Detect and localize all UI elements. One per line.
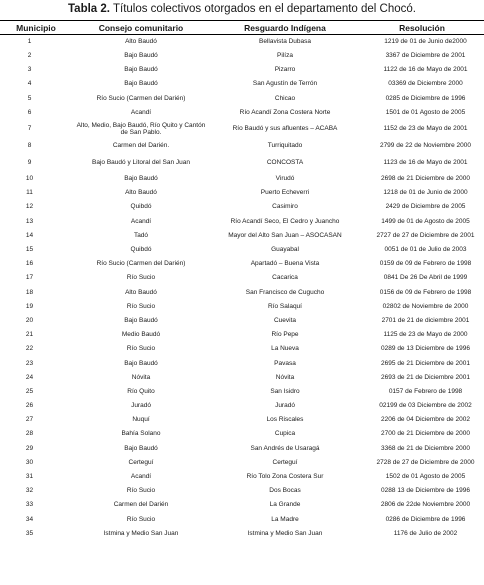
table-row <box>0 139 484 153</box>
cell-consejo-comunitario: Bajo Baudó <box>124 51 158 59</box>
cell-resolucion: 0288 13 de Diciembre de 1996 <box>381 487 470 495</box>
cell-resolucion: 1219 de 01 de Junio de2000 <box>384 38 467 46</box>
cell-resolucion: 02802 de Noviembre de 2000 <box>382 302 469 310</box>
cell-municipio: 7 <box>27 125 32 133</box>
cell-consejo-comunitario: Alto Baudó <box>125 189 157 197</box>
table-row <box>0 484 484 498</box>
cell-resguardo-indigena: Cuevita <box>273 316 297 324</box>
cell-consejo-comunitario: Quibdó <box>130 246 152 254</box>
header-resguardo-indigena: Resguardo Indígena <box>210 21 360 35</box>
cell-resolucion: 0156 de 09 de Febrero de 1998 <box>379 288 472 296</box>
cell-resguardo-indigena: Río Pepe <box>271 331 299 339</box>
cell-municipio: 30 <box>25 458 34 466</box>
table-row <box>0 441 484 455</box>
table-row <box>0 300 484 314</box>
table-row <box>0 512 484 526</box>
cell-resguardo-indigena: CONCOSTA <box>266 158 304 166</box>
cell-resolucion: 0285 de Diciembre de 1996 <box>385 94 466 102</box>
table-row <box>0 370 484 384</box>
cell-resguardo-indigena: Turriquitado <box>267 141 303 149</box>
cell-resolucion: 2701 de 21 de diciembre 2001 <box>381 316 470 324</box>
cell-resolucion: 1501 de 01 Agosto de 2005 <box>385 108 466 116</box>
cell-municipio: 28 <box>25 430 34 438</box>
cell-municipio: 2 <box>27 51 32 59</box>
table-row <box>0 470 484 484</box>
cell-resolucion: 0841 De 26 De Abril de 1999 <box>383 274 468 282</box>
cell-municipio: 3 <box>27 66 32 74</box>
cell-consejo-comunitario: Río Sucio <box>126 274 156 282</box>
table-label: Tabla 2. <box>68 3 110 15</box>
cell-resguardo-indigena: Río Acandí Seco, El Cedro y Juancho <box>230 217 340 225</box>
cell-consejo-comunitario: Río Sucio <box>126 487 156 495</box>
cell-consejo-comunitario: Acandí <box>130 473 152 481</box>
table-row <box>0 285 484 299</box>
table-row <box>0 243 484 257</box>
cell-resguardo-indigena: Río Baudó y sus afluentes – ACABA <box>232 125 338 133</box>
table-row <box>0 498 484 512</box>
cell-municipio: 15 <box>25 246 34 254</box>
cell-municipio: 14 <box>25 231 34 239</box>
table-header <box>0 21 484 35</box>
table-row <box>0 399 484 413</box>
table-row <box>0 91 484 105</box>
cell-municipio: 24 <box>25 373 34 381</box>
cell-resguardo-indigena: Guayabal <box>271 246 299 254</box>
cell-consejo-comunitario: Carmen del Darién <box>113 501 169 509</box>
cell-municipio: 25 <box>25 387 34 395</box>
cell-consejo-comunitario: Alto Baudó <box>125 288 157 296</box>
cell-resolucion: 1499 de 01 de Agosto de 2005 <box>381 217 470 225</box>
cell-municipio: 23 <box>25 359 34 367</box>
cell-consejo-comunitario: Alto, Medio, Bajo Baudó, Río Quito y Cantón de San Pablo. <box>76 121 206 137</box>
cell-municipio: 33 <box>25 501 34 509</box>
table-row <box>0 35 484 49</box>
cell-consejo-comunitario: Río Quito <box>127 387 155 395</box>
cell-consejo-comunitario: Quibdó <box>130 203 152 211</box>
cell-resolucion: 0289 de 13 Diciembre de 1996 <box>381 345 470 353</box>
table-row <box>0 172 484 186</box>
cell-consejo-comunitario: Istmina y Medio San Juan <box>103 529 179 537</box>
cell-resolucion: 2695 de 21 Diciembre de 2001 <box>381 359 470 367</box>
cell-consejo-comunitario: Certeguí <box>128 458 154 466</box>
table-row <box>0 120 484 139</box>
cell-municipio: 34 <box>25 515 34 523</box>
cell-consejo-comunitario: Bahía Solano <box>121 430 161 438</box>
cell-resolucion: 2206 de 04 Diciembre de 2002 <box>381 416 470 424</box>
cell-consejo-comunitario: Bajo Baudó <box>124 66 158 74</box>
table-row <box>0 63 484 77</box>
cell-consejo-comunitario: Acandí <box>130 217 152 225</box>
cell-resguardo-indigena: Certeguí <box>272 458 298 466</box>
cell-consejo-comunitario: Río Sucio (Carmen del Darién) <box>96 260 186 268</box>
cell-resguardo-indigena: San Agustín de Terrón <box>252 80 318 88</box>
cell-resguardo-indigena: Río Acandí Zona Costera Norte <box>239 108 331 116</box>
cell-resguardo-indigena: Pizarro <box>274 66 296 74</box>
cell-resguardo-indigena: Mayor del Alto San Juan – ASOCASAN <box>228 231 342 239</box>
cell-municipio: 21 <box>25 331 34 339</box>
cell-resolucion: 0159 de 09 de Febrero de 1998 <box>379 260 472 268</box>
cell-consejo-comunitario: Bajo Baudó <box>124 80 158 88</box>
cell-consejo-comunitario: Nóvita <box>131 373 151 381</box>
cell-resolucion: 2799 de 22 de Noviembre 2000 <box>379 141 472 149</box>
table-row <box>0 356 484 370</box>
cell-municipio: 26 <box>25 402 34 410</box>
cell-resolucion: 1502 de 01 Agosto de 2005 <box>385 473 466 481</box>
cell-resolucion: 03369 de Diciembre 2000 <box>388 80 463 88</box>
cell-resolucion: 1125 de 23 de Mayo de 2000 <box>383 331 468 339</box>
cell-resguardo-indigena: San Isidro <box>270 387 300 395</box>
cell-municipio: 12 <box>25 203 34 211</box>
cell-resguardo-indigena: La Madre <box>271 515 299 523</box>
cell-municipio: 4 <box>27 80 32 88</box>
table-row <box>0 229 484 243</box>
cell-municipio: 16 <box>25 260 34 268</box>
cell-resolucion: 2806 de 22de Noviembre 2000 <box>380 501 471 509</box>
cell-resolucion: 1122 de 16 de Mayo de 2001 <box>383 66 468 74</box>
cell-municipio: 22 <box>25 345 34 353</box>
table-row <box>0 527 484 541</box>
cell-resolucion: 0286 de Diciembre de 1996 <box>385 515 466 523</box>
cell-consejo-comunitario: Bajo Baudó <box>124 175 158 183</box>
cell-resolucion: 2693 de 21 de Diciembre 2001 <box>381 373 470 381</box>
cell-consejo-comunitario: Bajo Baudó y Litoral del San Juan <box>92 158 190 166</box>
cell-municipio: 32 <box>25 487 34 495</box>
cell-resguardo-indigena: Río Salaquí <box>268 302 302 310</box>
cell-municipio: 5 <box>27 94 32 102</box>
cell-resolucion: 0157 de Febrero de 1998 <box>388 387 463 395</box>
cell-resolucion: 1218 de 01 de Junio de 2000 <box>383 189 468 197</box>
cell-municipio: 35 <box>25 529 34 537</box>
cell-resguardo-indigena: Pavasa <box>274 359 296 367</box>
table-row <box>0 153 484 172</box>
table-row <box>0 314 484 328</box>
cell-consejo-comunitario: Bajo Baudó <box>124 444 158 452</box>
cell-consejo-comunitario: Río Sucio <box>126 345 156 353</box>
cell-resguardo-indigena: La Nueva <box>271 345 299 353</box>
cell-consejo-comunitario: Tadó <box>133 231 149 239</box>
table-row <box>0 342 484 356</box>
cell-resolucion: 2728 de 27 de Diciembre de 2000 <box>376 458 475 466</box>
cell-resolucion: 1152 de 23 de Mayo de 2001 <box>383 125 468 133</box>
cell-resguardo-indigena: Istmina y Medio San Juan <box>247 529 323 537</box>
cell-municipio: 10 <box>25 175 34 183</box>
header-municipio: Municipio <box>0 21 72 35</box>
cell-municipio: 18 <box>25 288 34 296</box>
cell-resguardo-indigena: Pilíza <box>277 51 293 59</box>
table-caption <box>0 0 484 20</box>
cell-resguardo-indigena: Virudó <box>275 175 295 183</box>
cell-resguardo-indigena: Casimiro <box>272 203 298 211</box>
table-row <box>0 385 484 399</box>
table-body <box>0 35 484 541</box>
table-row <box>0 456 484 470</box>
header-consejo-comunitario: Consejo comunitario <box>72 21 210 35</box>
cell-municipio: 17 <box>25 274 34 282</box>
table-row <box>0 257 484 271</box>
cell-resolucion: 0051 de 01 de Julio de 2003 <box>384 246 467 254</box>
cell-consejo-comunitario: Acandí <box>130 108 152 116</box>
cell-resguardo-indigena: Nóvita <box>275 373 295 381</box>
cell-resguardo-indigena: Río Tolo Zona Costera Sur <box>246 473 324 481</box>
table-row <box>0 105 484 119</box>
cell-resolucion: 1176 de Julio de 2002 <box>393 529 458 537</box>
cell-resguardo-indigena: La Grande <box>269 501 301 509</box>
cell-municipio: 29 <box>25 444 34 452</box>
table-title: Títulos colectivos otorgados en el departamento del Chocó. <box>112 3 416 15</box>
cell-resolucion: 02199 de 03 Diciembre de 2002 <box>379 402 472 410</box>
table-row <box>0 77 484 91</box>
cell-resolucion: 2700 de 21 Diciembre de 2000 <box>381 430 470 438</box>
cell-resolucion: 2429 de Diciembre de 2005 <box>385 203 466 211</box>
cell-resguardo-indigena: San Francisco de Cugucho <box>245 288 325 296</box>
cell-consejo-comunitario: Río Sucio <box>126 302 156 310</box>
cell-resolucion: 3367 de Diciembre de 2001 <box>385 51 466 59</box>
cell-resguardo-indigena: San Andrés de Usaragá <box>250 444 320 452</box>
cell-resolucion: 2727 de 27 de Diciembre de 2001 <box>376 231 475 239</box>
cell-municipio: 1 <box>27 38 32 46</box>
cell-municipio: 19 <box>25 302 34 310</box>
cell-consejo-comunitario: Carmen del Darién. <box>112 141 170 149</box>
table-row <box>0 427 484 441</box>
cell-consejo-comunitario: Medio Baudó <box>121 331 161 339</box>
cell-resguardo-indigena: Bellavista Dubasa <box>258 38 312 46</box>
table-row <box>0 200 484 214</box>
cell-consejo-comunitario: Río Sucio <box>126 515 156 523</box>
cell-municipio: 8 <box>27 141 32 149</box>
cell-municipio: 20 <box>25 316 34 324</box>
cell-resolucion: 3368 de 21 de Diciembre 2000 <box>381 444 470 452</box>
table-row <box>0 49 484 63</box>
cell-resguardo-indigena: Puerto Echeverri <box>260 189 310 197</box>
cell-resguardo-indigena: Cacarica <box>272 274 298 282</box>
cell-resguardo-indigena: Los Riscales <box>266 416 304 424</box>
table-row <box>0 328 484 342</box>
cell-resguardo-indigena: Apartadó – Buena Vista <box>250 260 320 268</box>
cell-resolucion: 1123 de 16 de Mayo de 2001 <box>383 158 468 166</box>
table-row <box>0 413 484 427</box>
cell-resguardo-indigena: Dos Bocas <box>269 487 301 495</box>
cell-consejo-comunitario: Alto Baudó <box>125 38 157 46</box>
cell-municipio: 27 <box>25 416 34 424</box>
cell-consejo-comunitario: Río Sucio (Carmen del Darién) <box>96 94 186 102</box>
titles-table <box>0 20 484 541</box>
cell-consejo-comunitario: Bajo Baudó <box>124 359 158 367</box>
cell-consejo-comunitario: Juradó <box>131 402 151 410</box>
cell-resguardo-indigena: Juradó <box>275 402 295 410</box>
cell-resguardo-indigena: Chicao <box>274 94 296 102</box>
cell-municipio: 9 <box>27 158 32 166</box>
table-row <box>0 271 484 285</box>
cell-municipio: 13 <box>25 217 34 225</box>
cell-consejo-comunitario: Nuquí <box>132 416 150 424</box>
cell-municipio: 31 <box>25 473 34 481</box>
cell-resguardo-indigena: Cupica <box>274 430 296 438</box>
cell-consejo-comunitario: Bajo Baudó <box>124 316 158 324</box>
table-row <box>0 214 484 228</box>
header-resolucion: Resolución <box>360 21 484 35</box>
cell-municipio: 11 <box>26 189 33 197</box>
cell-resolucion: 2698 de 21 Diciembre de 2000 <box>381 175 470 183</box>
cell-municipio: 6 <box>27 108 32 116</box>
table-row <box>0 186 484 200</box>
